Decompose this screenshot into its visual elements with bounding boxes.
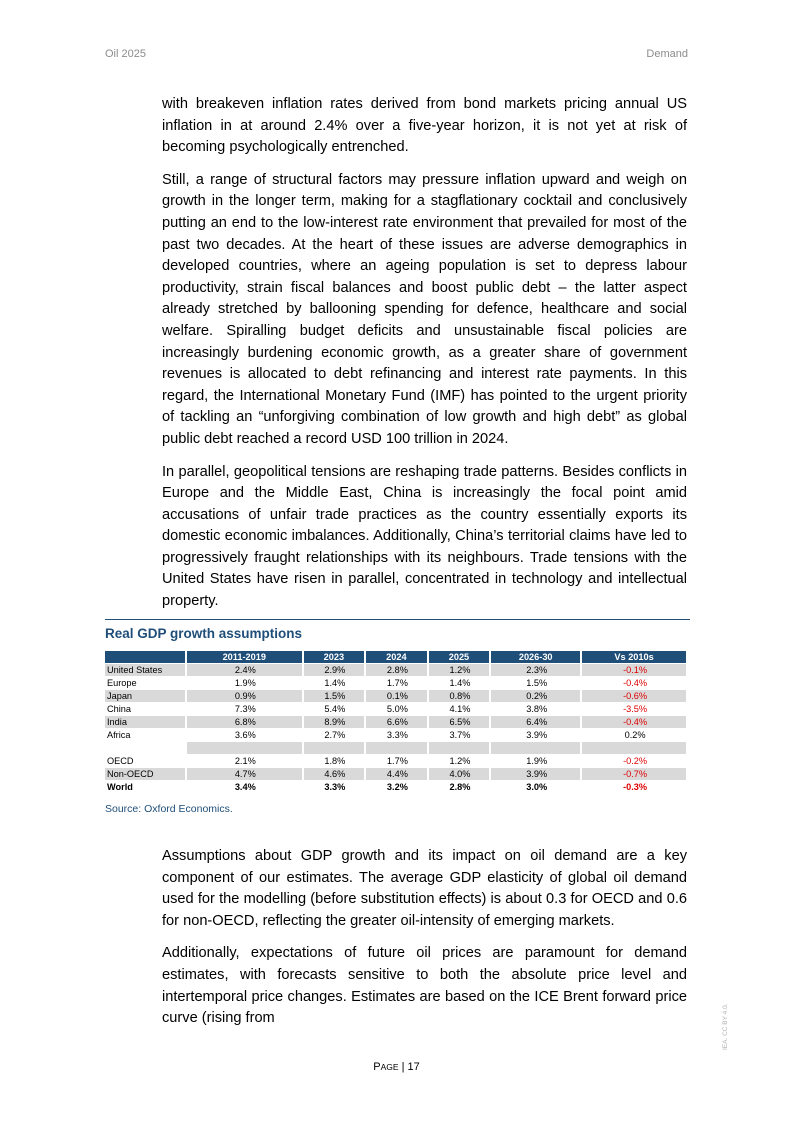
cell: -0.7% [582, 768, 686, 780]
figure-gdp-growth [105, 619, 690, 815]
cell: 0.9% [187, 690, 302, 702]
cell: 5.0% [386, 704, 408, 714]
column-header: Vs 2010s [582, 651, 686, 663]
cell: 0.1% [366, 690, 427, 702]
cell: 0.2% [491, 690, 580, 702]
cell: 8.9% [304, 716, 365, 728]
cell: 1.2% [429, 664, 490, 676]
cell: 2.4% [187, 664, 302, 676]
cell [187, 742, 302, 754]
cell: 3.0% [526, 782, 548, 792]
page-label: PAGE [373, 1061, 399, 1073]
cell [582, 742, 686, 754]
cell: 4.6% [304, 768, 365, 780]
table-row [105, 690, 686, 702]
cell: 0.2% [624, 730, 646, 740]
gdp-table [103, 650, 688, 794]
cell: 2.9% [304, 664, 365, 676]
table-row-spacer [105, 742, 686, 754]
cell: 1.5% [526, 678, 548, 688]
cell [429, 742, 490, 754]
table-row-total [105, 781, 686, 793]
cell [304, 742, 365, 754]
column-header: 2025 [429, 651, 490, 663]
paragraph: Additionally, expectations of future oil prices are paramount for demand estimates, with forecasts sensitive to both the absolute price level and intertemporal price changes. Estimates are based on the ICE Brent forward price curve (rising from [162, 945, 687, 1027]
cell: 6.8% [187, 716, 302, 728]
table-row [105, 677, 686, 689]
cell: 2.1% [234, 756, 256, 766]
table-header-row [105, 651, 686, 663]
figure-title: Real GDP growth assumptions [105, 626, 303, 641]
paragraph: Assumptions about GDP growth and its impact on oil demand are a key component of our estimates. The average GDP elasticity of global oil demand used for the modelling (before substitution effects) is about 0.3 for OECD and 0.6 for non-OECD, reflecting the greater oil-intensity of emerging markets. [162, 848, 687, 929]
cell: 3.6% [234, 730, 256, 740]
license-notice: IEA. CC BY 4.0. [722, 1003, 729, 1050]
paragraph: Still, a range of structural factors may pressure inflation upward and weigh on growth in the longer term, making for a stagflationary cocktail and conclusively putting an end to the low-interest rate environment that prevailed for most of the past two decades. At the heart of these issues are adverse demographics in developed countries, where an ageing population is set to depress labour productivity, strain fiscal balances and boost public debt – the latter aspect already stretched by ballooning spending for defence, healthcare and social welfare. Spiralling budget deficits and unsustainable fiscal policies are increasingly burdening economic growth, as a greater share of government revenues is allocated to debt refinancing and interest rate payments. In this regard, the International Monetary Fund (IMF) has pointed to the urgent priority of tackling an “unforgiving combination of low growth and high debt” as global public debt reached a record USD 100 trillion in 2024. [162, 171, 687, 447]
cell: 6.4% [491, 716, 580, 728]
cell: -0.4% [582, 716, 686, 728]
cell: 6.6% [366, 716, 427, 728]
row-label: Japan [105, 690, 185, 702]
row-label: China [107, 704, 132, 714]
row-label: United States [105, 664, 185, 676]
running-header-section: Demand [646, 48, 688, 60]
cell: 1.7% [386, 678, 408, 688]
table-row [105, 716, 686, 728]
cell: 1.7% [386, 756, 408, 766]
table-row [105, 755, 686, 767]
cell: 3.3% [324, 782, 346, 792]
cell: 4.7% [187, 768, 302, 780]
cell: 5.4% [324, 704, 346, 714]
cell: 1.4% [449, 678, 471, 688]
figure-divider [105, 619, 690, 620]
cell: 4.0% [429, 768, 490, 780]
table-row [105, 664, 686, 676]
cell: 1.2% [449, 756, 471, 766]
cell: 3.7% [449, 730, 471, 740]
cell: 2.8% [449, 782, 471, 792]
row-label [105, 742, 185, 754]
row-label: World [107, 782, 133, 792]
column-header: 2023 [304, 651, 365, 663]
row-label: OECD [107, 756, 134, 766]
cell: 3.9% [491, 768, 580, 780]
cell: 4.1% [449, 704, 471, 714]
page-separator: | [398, 1061, 408, 1073]
cell: 7.3% [234, 704, 256, 714]
column-header: 2011-2019 [187, 651, 302, 663]
table-row [105, 729, 686, 741]
paragraph: with breakeven inflation rates derived from bond markets pricing annual US inflation in at around 2.4% over a five-year horizon, it is not yet at risk of becoming psychologically entrenched. [162, 96, 687, 156]
table-row [105, 768, 686, 780]
cell [366, 742, 427, 754]
body-text-bottom [162, 846, 687, 1041]
cell: 3.4% [234, 782, 256, 792]
column-header: 2024 [366, 651, 427, 663]
row-label: India [105, 716, 185, 728]
cell: -0.2% [623, 756, 648, 766]
body-text-top [162, 94, 687, 624]
row-label: Non-OECD [105, 768, 185, 780]
page-number: 17 [407, 1061, 420, 1073]
cell: -3.5% [623, 704, 648, 714]
cell [491, 742, 580, 754]
row-label: Africa [107, 730, 131, 740]
cell: 1.8% [324, 756, 346, 766]
column-header [105, 651, 185, 663]
cell: 3.8% [526, 704, 548, 714]
row-label: Europe [107, 678, 137, 688]
running-header-title: Oil 2025 [105, 48, 146, 60]
table-row [105, 703, 686, 715]
cell: -0.1% [582, 664, 686, 676]
column-header: 2026-30 [491, 651, 580, 663]
cell: 1.9% [526, 756, 548, 766]
cell: 2.3% [491, 664, 580, 676]
cell: 0.8% [429, 690, 490, 702]
figure-source: Source: Oxford Economics. [105, 803, 233, 815]
cell: -0.4% [623, 678, 648, 688]
cell: -0.6% [582, 690, 686, 702]
cell: 1.5% [304, 690, 365, 702]
cell: 1.4% [324, 678, 346, 688]
cell: 6.5% [429, 716, 490, 728]
cell: 4.4% [366, 768, 427, 780]
page-footer [0, 1061, 793, 1073]
cell: 2.7% [324, 730, 346, 740]
cell: -0.3% [623, 782, 648, 792]
cell: 2.8% [366, 664, 427, 676]
cell: 3.9% [526, 730, 548, 740]
paragraph: In parallel, geopolitical tensions are reshaping trade patterns. Besides conflicts in Europe and the Middle East, China is increasingly the focal point amid accusations of unfair trade practices as the country essentially exports its domestic economic imbalances. Additionally, China’s territorial claims have led to progressively fraught relationships with its neighbours. Trade tensions with the United States have risen in parallel, concentrated in technology and intellectual property. [162, 463, 687, 610]
cell: 3.3% [386, 730, 408, 740]
cell: 3.2% [386, 782, 408, 792]
cell: 1.9% [234, 678, 256, 688]
